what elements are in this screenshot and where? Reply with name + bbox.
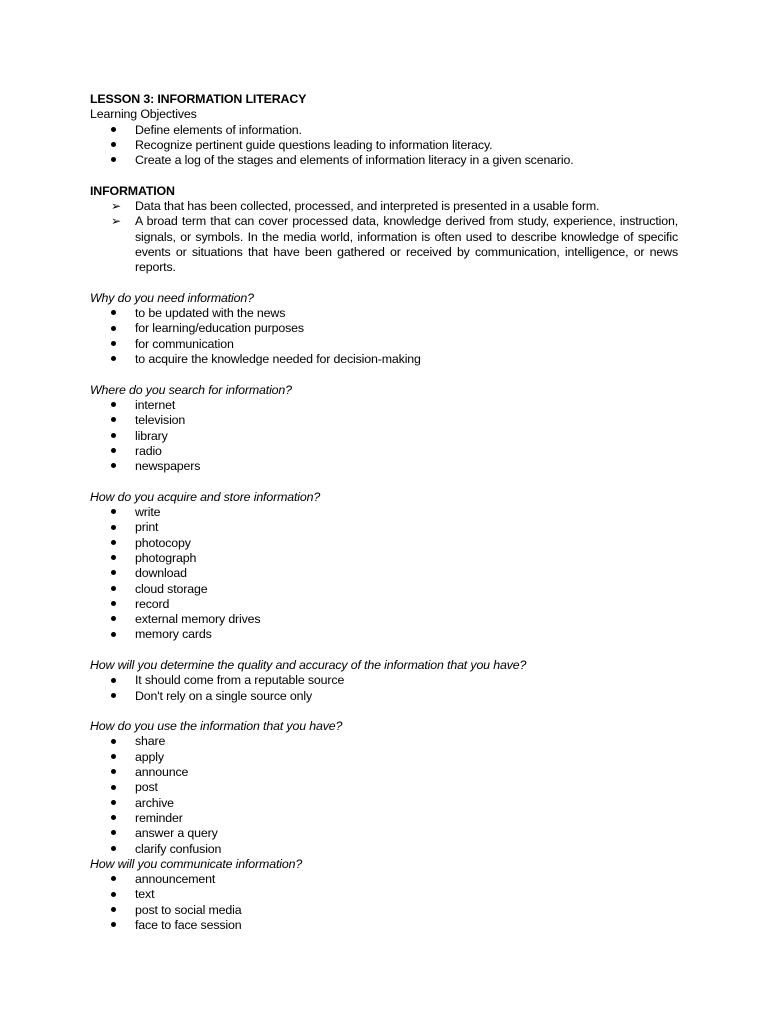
list-item: for learning/education purposes [90,321,678,336]
list-item: print [90,520,678,535]
information-heading: INFORMATION [90,183,175,198]
list-item: archive [90,796,678,811]
bullet-icon [111,765,125,780]
list-item: photograph [90,551,678,566]
bullet-icon [111,352,125,367]
bullet-icon [111,689,125,704]
list-item: external memory drives [90,612,678,627]
bullet-icon [111,306,125,321]
list-item: library [90,429,678,444]
document-page [90,92,678,933]
arrow-bullet-icon: ➢ [111,214,121,229]
bullet-icon [111,780,125,795]
lesson-title: LESSON 3: INFORMATION LITERACY [90,92,307,106]
bullet-icon [111,444,125,459]
bullet-icon [111,429,125,444]
bullet-icon [111,872,125,887]
list-item: reminder [90,811,678,826]
bullet-icon [111,612,125,627]
bullet-icon [111,505,125,520]
learning-objectives-label: Learning Objectives [90,107,197,122]
list-item: newspapers [90,459,678,474]
list-item: to acquire the knowledge needed for decision-making [90,352,678,367]
arrow-bullet-icon: ➢ [111,199,121,214]
bullet-icon [111,918,125,933]
quality-accuracy-question: How will you determine the quality and accuracy of the information that you have? [90,657,527,672]
use-info-list [90,734,678,856]
communicate-info-question: How will you communicate information? [90,856,303,871]
list-item: post [90,780,678,795]
bullet-icon [111,413,125,428]
acquire-store-question: How do you acquire and store information? [90,489,321,504]
bullet-icon [111,903,125,918]
list-item: Create a log of the stages and elements of information literacy in a given scenario. [90,153,678,168]
list-item: ➢ Data that has been collected, processed, and interpreted is presented in a usable form. [111,199,600,214]
use-info-question: How do you use the information that you have? [90,719,343,734]
list-item: record [90,597,678,612]
bullet-icon [111,842,125,857]
bullet-icon [111,551,125,566]
why-need-question: Why do you need information? [90,290,254,305]
list-item: radio [90,444,678,459]
bullet-icon [111,826,125,841]
bullet-icon [111,887,125,902]
list-item: text [90,887,678,902]
bullet-icon [111,459,125,474]
list-item: It should come from a reputable source [90,673,678,688]
list-item: Define elements of information. [90,123,678,138]
list-item: apply [90,750,678,765]
bullet-icon [111,520,125,535]
list-item: cloud storage [90,582,678,597]
bullet-icon [111,796,125,811]
bullet-icon [111,627,125,642]
bullet-icon [111,734,125,749]
information-definitions-list [90,199,678,275]
list-item: to be updated with the news [90,306,678,321]
bullet-icon [111,811,125,826]
list-item: photocopy [90,536,678,551]
list-item: write [90,505,678,520]
list-item: Don't rely on a single source only [90,689,678,704]
communicate-info-list [90,872,678,933]
list-item: internet [90,398,678,413]
bullet-icon [111,673,125,688]
list-item: ➢ A broad term that can cover processed data, knowledge derived from study, experience, instruction, signals, or symbols. In the media world, information is often used to describe knowledge of specific events or situations that have been gathered or received by communication, intelligence, or news reports. [111,214,678,275]
bullet-icon [111,597,125,612]
bullet-icon [111,582,125,597]
learning-objectives-list [90,123,678,169]
where-search-list [90,398,678,474]
quality-accuracy-list [90,673,678,704]
list-item: answer a query [90,826,678,841]
bullet-icon [111,337,125,352]
bullet-icon [111,750,125,765]
list-item: share [90,734,678,749]
acquire-store-list [90,505,678,643]
bullet-icon [111,123,125,138]
list-item: announce [90,765,678,780]
bullet-icon [111,566,125,581]
list-item: post to social media [90,903,678,918]
list-item: download [90,566,678,581]
bullet-icon [111,321,125,336]
why-need-list [90,306,678,367]
list-item: clarify confusion [90,842,678,857]
list-item: Recognize pertinent guide questions leading to information literacy. [90,138,678,153]
bullet-icon [111,536,125,551]
bullet-icon [111,153,125,168]
where-search-question: Where do you search for information? [90,382,292,397]
list-item: for communication [90,337,678,352]
list-item: television [90,413,678,428]
list-item: announcement [90,872,678,887]
bullet-icon [111,138,125,153]
list-item: memory cards [90,627,678,642]
list-item: face to face session [90,918,678,933]
bullet-icon [111,398,125,413]
